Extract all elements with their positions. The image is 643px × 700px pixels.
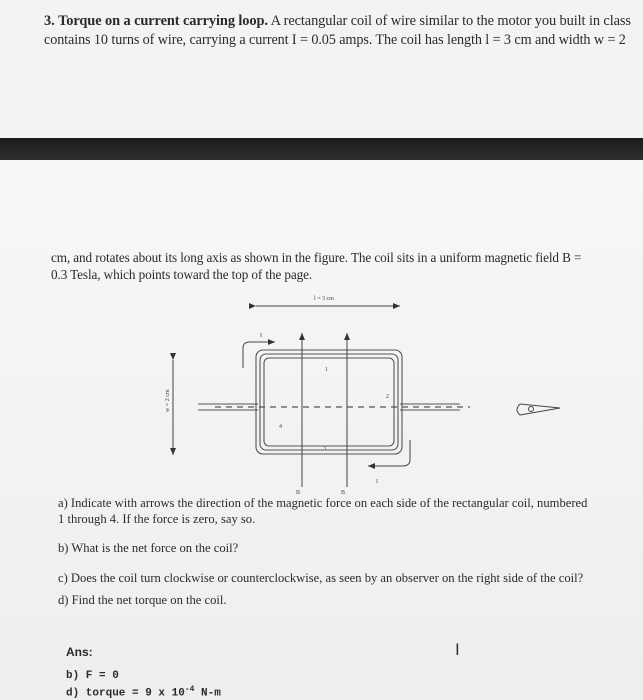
answer-d-exponent: -4 (184, 685, 195, 694)
width-label: w = 2 cm (165, 389, 171, 412)
rectangular-coil (256, 350, 402, 454)
answer-b: b) F = 0 (66, 670, 119, 682)
problem-line-1-rest: A rectangular coil of wire similar to the motor you built in class (270, 13, 631, 29)
current-arrow-bottom (368, 440, 410, 466)
side-2-label: 2 (386, 394, 389, 400)
problem-line-3: cm, and rotates about its long axis as shown in the figure. The coil sits in a uniform magnetic field B = (51, 250, 582, 265)
problem-number: 3. (44, 13, 55, 29)
answer-label: Ans: (66, 645, 93, 659)
problem-line-4: 0.3 Tesla, which points toward the top of the page. (51, 267, 313, 282)
length-label: l = 3 cm (314, 296, 334, 302)
side-4-label: 4 (279, 424, 282, 430)
current-label-bottom: I (376, 479, 378, 485)
field-label-right: B (341, 490, 346, 496)
problem-line-2: contains 10 turns of wire, carrying a current I = 0.05 amps. The coil has length l = 3 cm and width w = 2 (44, 32, 626, 48)
question-b: b) What is the net force on the coil? (58, 541, 239, 555)
answer-d-unit: N-m (194, 687, 221, 700)
question-c: c) Does the coil turn clockwise or counterclockwise, as seen by an observer on the right side of the coil? (58, 571, 584, 585)
question-a-line-2: 1 through 4. If the force is zero, say so. (58, 512, 256, 526)
problem-title: Torque on a current carrying loop. (58, 13, 268, 29)
current-arrow-top (243, 342, 275, 368)
current-label-top: I (260, 333, 262, 339)
side-1-label: 1 (325, 367, 328, 373)
side-3-label: 3 (323, 446, 326, 452)
question-d: d) Find the net torque on the coil. (58, 593, 227, 607)
question-a-line-1: a) Indicate with arrows the direction of the magnetic force on each side of the rectangular coil, numbered (58, 496, 588, 510)
answer-d (66, 685, 221, 700)
field-label-left: B (296, 490, 301, 496)
answer-d-value: d) torque = 9 x 10 (66, 687, 185, 700)
text-cursor-icon: I (455, 640, 460, 659)
observer-eye-icon (517, 404, 560, 415)
